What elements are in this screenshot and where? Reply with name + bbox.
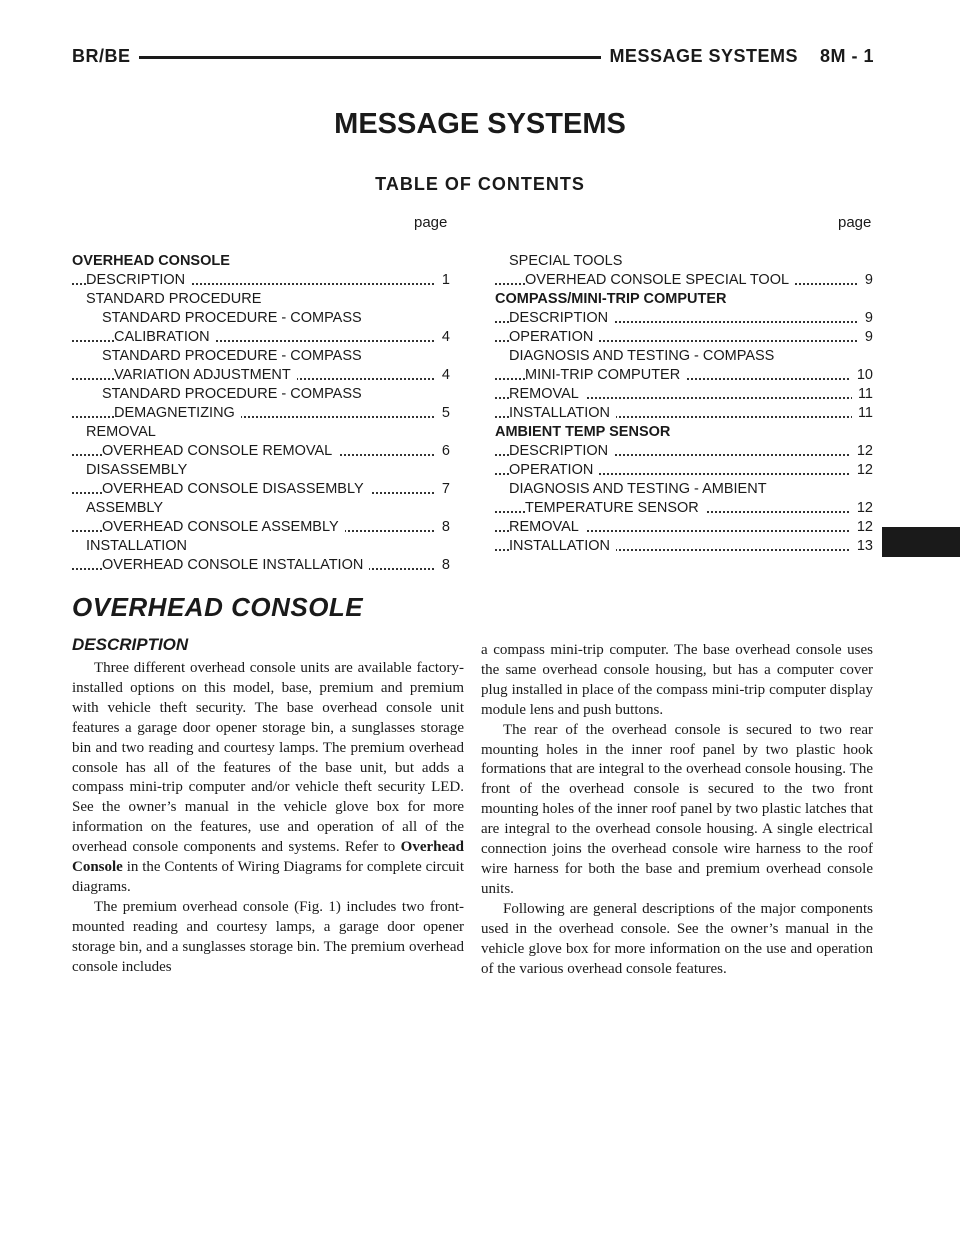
- toc-entry-title: MINI-TRIP COMPUTER: [525, 367, 686, 383]
- toc-entry-title: DIAGNOSIS AND TESTING - COMPASS: [509, 348, 780, 364]
- toc-entry[interactable]: [495, 480, 873, 499]
- subsection-heading: DESCRIPTION: [72, 635, 189, 654]
- toc-entry[interactable]: [72, 347, 450, 366]
- toc-entry-title: OPERATION: [509, 462, 599, 478]
- toc-entry-page: 11: [852, 404, 873, 423]
- toc-entry[interactable]: [72, 461, 450, 480]
- toc-entry[interactable]: [72, 404, 450, 423]
- page-title: MESSAGE SYSTEMS: [334, 108, 626, 140]
- toc-entry-title: REMOVAL: [509, 386, 585, 402]
- toc-entry[interactable]: [495, 290, 873, 309]
- toc-page-label-left: page: [414, 214, 448, 231]
- toc-entry[interactable]: [72, 290, 450, 309]
- toc-entry-title: INSTALLATION: [509, 538, 616, 554]
- toc-entry-title: STANDARD PROCEDURE - COMPASS: [102, 310, 368, 326]
- toc-entry[interactable]: [72, 423, 450, 442]
- toc-entry-page: 5: [436, 404, 450, 423]
- paragraph-2: The premium overhead console (Fig. 1) includes two front-mounted reading and courtesy lamps, a garage door opener storage bin, and a sunglasses storage bin. The premium overhead console includes: [72, 898, 464, 975]
- toc-entry-page: 9: [859, 309, 873, 328]
- toc-entry[interactable]: [72, 480, 450, 499]
- toc-entry-page: 8: [436, 556, 450, 575]
- body-column-right: [481, 641, 873, 979]
- toc-entry-title: OPERATION: [509, 329, 599, 345]
- toc-column-right: [495, 252, 873, 556]
- toc-entry-page: 12: [851, 518, 873, 537]
- toc-entry-title: REMOVAL: [86, 424, 162, 440]
- toc-entry-title: DESCRIPTION: [509, 443, 614, 459]
- toc-page-label-right: page: [838, 214, 872, 231]
- toc-entry-title: INSTALLATION: [509, 405, 616, 421]
- toc-entry-title: DISASSEMBLY: [86, 462, 193, 478]
- toc-entry-page: 12: [851, 499, 873, 518]
- cross-reference: Overhead Console: [72, 839, 464, 876]
- toc-entry-page: 6: [436, 442, 450, 461]
- toc-entry[interactable]: [72, 328, 450, 347]
- toc-entry-title: ASSEMBLY: [86, 500, 169, 516]
- toc-entry[interactable]: [72, 271, 450, 290]
- toc-entry-title: STANDARD PROCEDURE - COMPASS: [102, 348, 368, 364]
- toc-entry[interactable]: [72, 499, 450, 518]
- toc-entry-title: OVERHEAD CONSOLE INSTALLATION: [102, 557, 369, 573]
- toc-entry-page: 12: [851, 461, 873, 480]
- toc-entry-title: VARIATION ADJUSTMENT: [114, 367, 297, 383]
- toc-column-left: [72, 252, 450, 575]
- toc-entry[interactable]: [495, 461, 873, 480]
- toc-entry-page: 4: [436, 366, 450, 385]
- toc-entry[interactable]: [72, 309, 450, 328]
- header-model: BR/BE: [72, 46, 139, 67]
- paragraph-3: The rear of the overhead console is secured to two rear mounting holes in the inner roof panel by two plastic hook formations that are integral to the overhead console housing. The front of the overhead console is secured to the two front mounting holes of the inner roof panel by two plastic latches that are integral to the overhead console housing. A single electrical connection joins the overhead console wire harness to the roof wire harness for both the base and premium overhead console units.: [481, 721, 873, 897]
- toc-entry[interactable]: [495, 537, 873, 556]
- toc-entry-title: REMOVAL: [509, 519, 585, 535]
- toc-entry-title: AMBIENT TEMP SENSOR: [495, 424, 676, 440]
- toc-entry-page: 10: [851, 366, 873, 385]
- toc-entry-title: TEMPERATURE SENSOR: [525, 500, 705, 516]
- toc-entry[interactable]: [495, 499, 873, 518]
- toc-entry-title: COMPASS/MINI-TRIP COMPUTER: [495, 291, 732, 307]
- paragraph-4: Following are general descriptions of the major components used in the overhead console. See the owner’s manual in the vehicle glove box for more information on the use and operation of the various overhead console features.: [481, 900, 873, 977]
- toc-entry[interactable]: [495, 442, 873, 461]
- toc-entry-title: DESCRIPTION: [509, 310, 614, 326]
- toc-entry-title: CALIBRATION: [114, 329, 216, 345]
- toc-entry-title: DEMAGNETIZING: [114, 405, 241, 421]
- toc-entry-title: DESCRIPTION: [86, 272, 191, 288]
- toc-entry[interactable]: [72, 366, 450, 385]
- section-thumb-tab: [882, 527, 960, 557]
- toc-entry[interactable]: [495, 404, 873, 423]
- toc-entry-title: OVERHEAD CONSOLE REMOVAL: [102, 443, 338, 459]
- toc-entry-page: 1: [436, 271, 450, 290]
- toc-entry-title: SPECIAL TOOLS: [509, 253, 628, 269]
- toc-entry-title: OVERHEAD CONSOLE: [72, 253, 236, 269]
- running-header: [72, 42, 874, 70]
- toc-entry[interactable]: [495, 385, 873, 404]
- toc-entry-title: STANDARD PROCEDURE: [86, 291, 267, 307]
- toc-entry[interactable]: [495, 252, 873, 271]
- toc-entry-page: 4: [436, 328, 450, 347]
- toc-entry[interactable]: [495, 423, 873, 442]
- toc-entry-page: 8: [436, 518, 450, 537]
- toc-entry[interactable]: [72, 442, 450, 461]
- toc-entry-page: 13: [851, 537, 873, 556]
- toc-entry-title: OVERHEAD CONSOLE SPECIAL TOOL: [525, 272, 795, 288]
- toc-entry-title: INSTALLATION: [86, 538, 193, 554]
- section-heading: OVERHEAD CONSOLE: [72, 592, 364, 622]
- toc-entry[interactable]: [495, 309, 873, 328]
- toc-entry[interactable]: [495, 366, 873, 385]
- header-section-page: MESSAGE SYSTEMS 8M - 1: [601, 46, 874, 67]
- toc-entry-page: 9: [859, 328, 873, 347]
- toc-entry[interactable]: [72, 252, 450, 271]
- toc-entry[interactable]: [72, 518, 450, 537]
- toc-entry-page: 11: [852, 385, 873, 404]
- toc-entry-page: 7: [436, 480, 450, 499]
- body-column-left: [72, 592, 464, 978]
- toc-entry-title: OVERHEAD CONSOLE DISASSEMBLY: [102, 481, 370, 497]
- toc-entry[interactable]: [495, 347, 873, 366]
- toc-entry-page: 12: [851, 442, 873, 461]
- toc-entry-page: 9: [859, 271, 873, 290]
- toc-entry[interactable]: [495, 518, 873, 537]
- toc-entry-title: OVERHEAD CONSOLE ASSEMBLY: [102, 519, 345, 535]
- toc-entry[interactable]: [495, 271, 873, 290]
- toc-entry-title: DIAGNOSIS AND TESTING - AMBIENT: [509, 481, 773, 497]
- paragraph-1: Three different overhead console units are available factory-installed options on this model, base, premium and premium with vehicle theft security. The base overhead console unit features a garage door opener storage bin, a sunglasses storage bin and two reading and courtesy lamps. The premium overhead console has all of the features of the base unit, but adds a compass mini-trip computer and/or vehicle theft security LED. See the owner’s manual in the vehicle glove box for more information on the features, use and operation of all of the overhead console components and systems. Refer to Overhead Console in the Contents of Wiring Diagrams for complete circuit diagrams.: [72, 660, 464, 895]
- paragraph-2-continued: a compass mini-trip computer. The base overhead console uses the same overhead console housing, but has a computer cover plug installed in place of the compass mini-trip computer display module lens and push buttons.: [481, 642, 873, 718]
- toc-entry[interactable]: [72, 385, 450, 404]
- toc-entry[interactable]: [495, 328, 873, 347]
- toc-entry[interactable]: [72, 537, 450, 556]
- toc-title: TABLE OF CONTENTS: [375, 174, 585, 194]
- toc-entry[interactable]: [72, 556, 450, 575]
- toc-entry-title: STANDARD PROCEDURE - COMPASS: [102, 386, 368, 402]
